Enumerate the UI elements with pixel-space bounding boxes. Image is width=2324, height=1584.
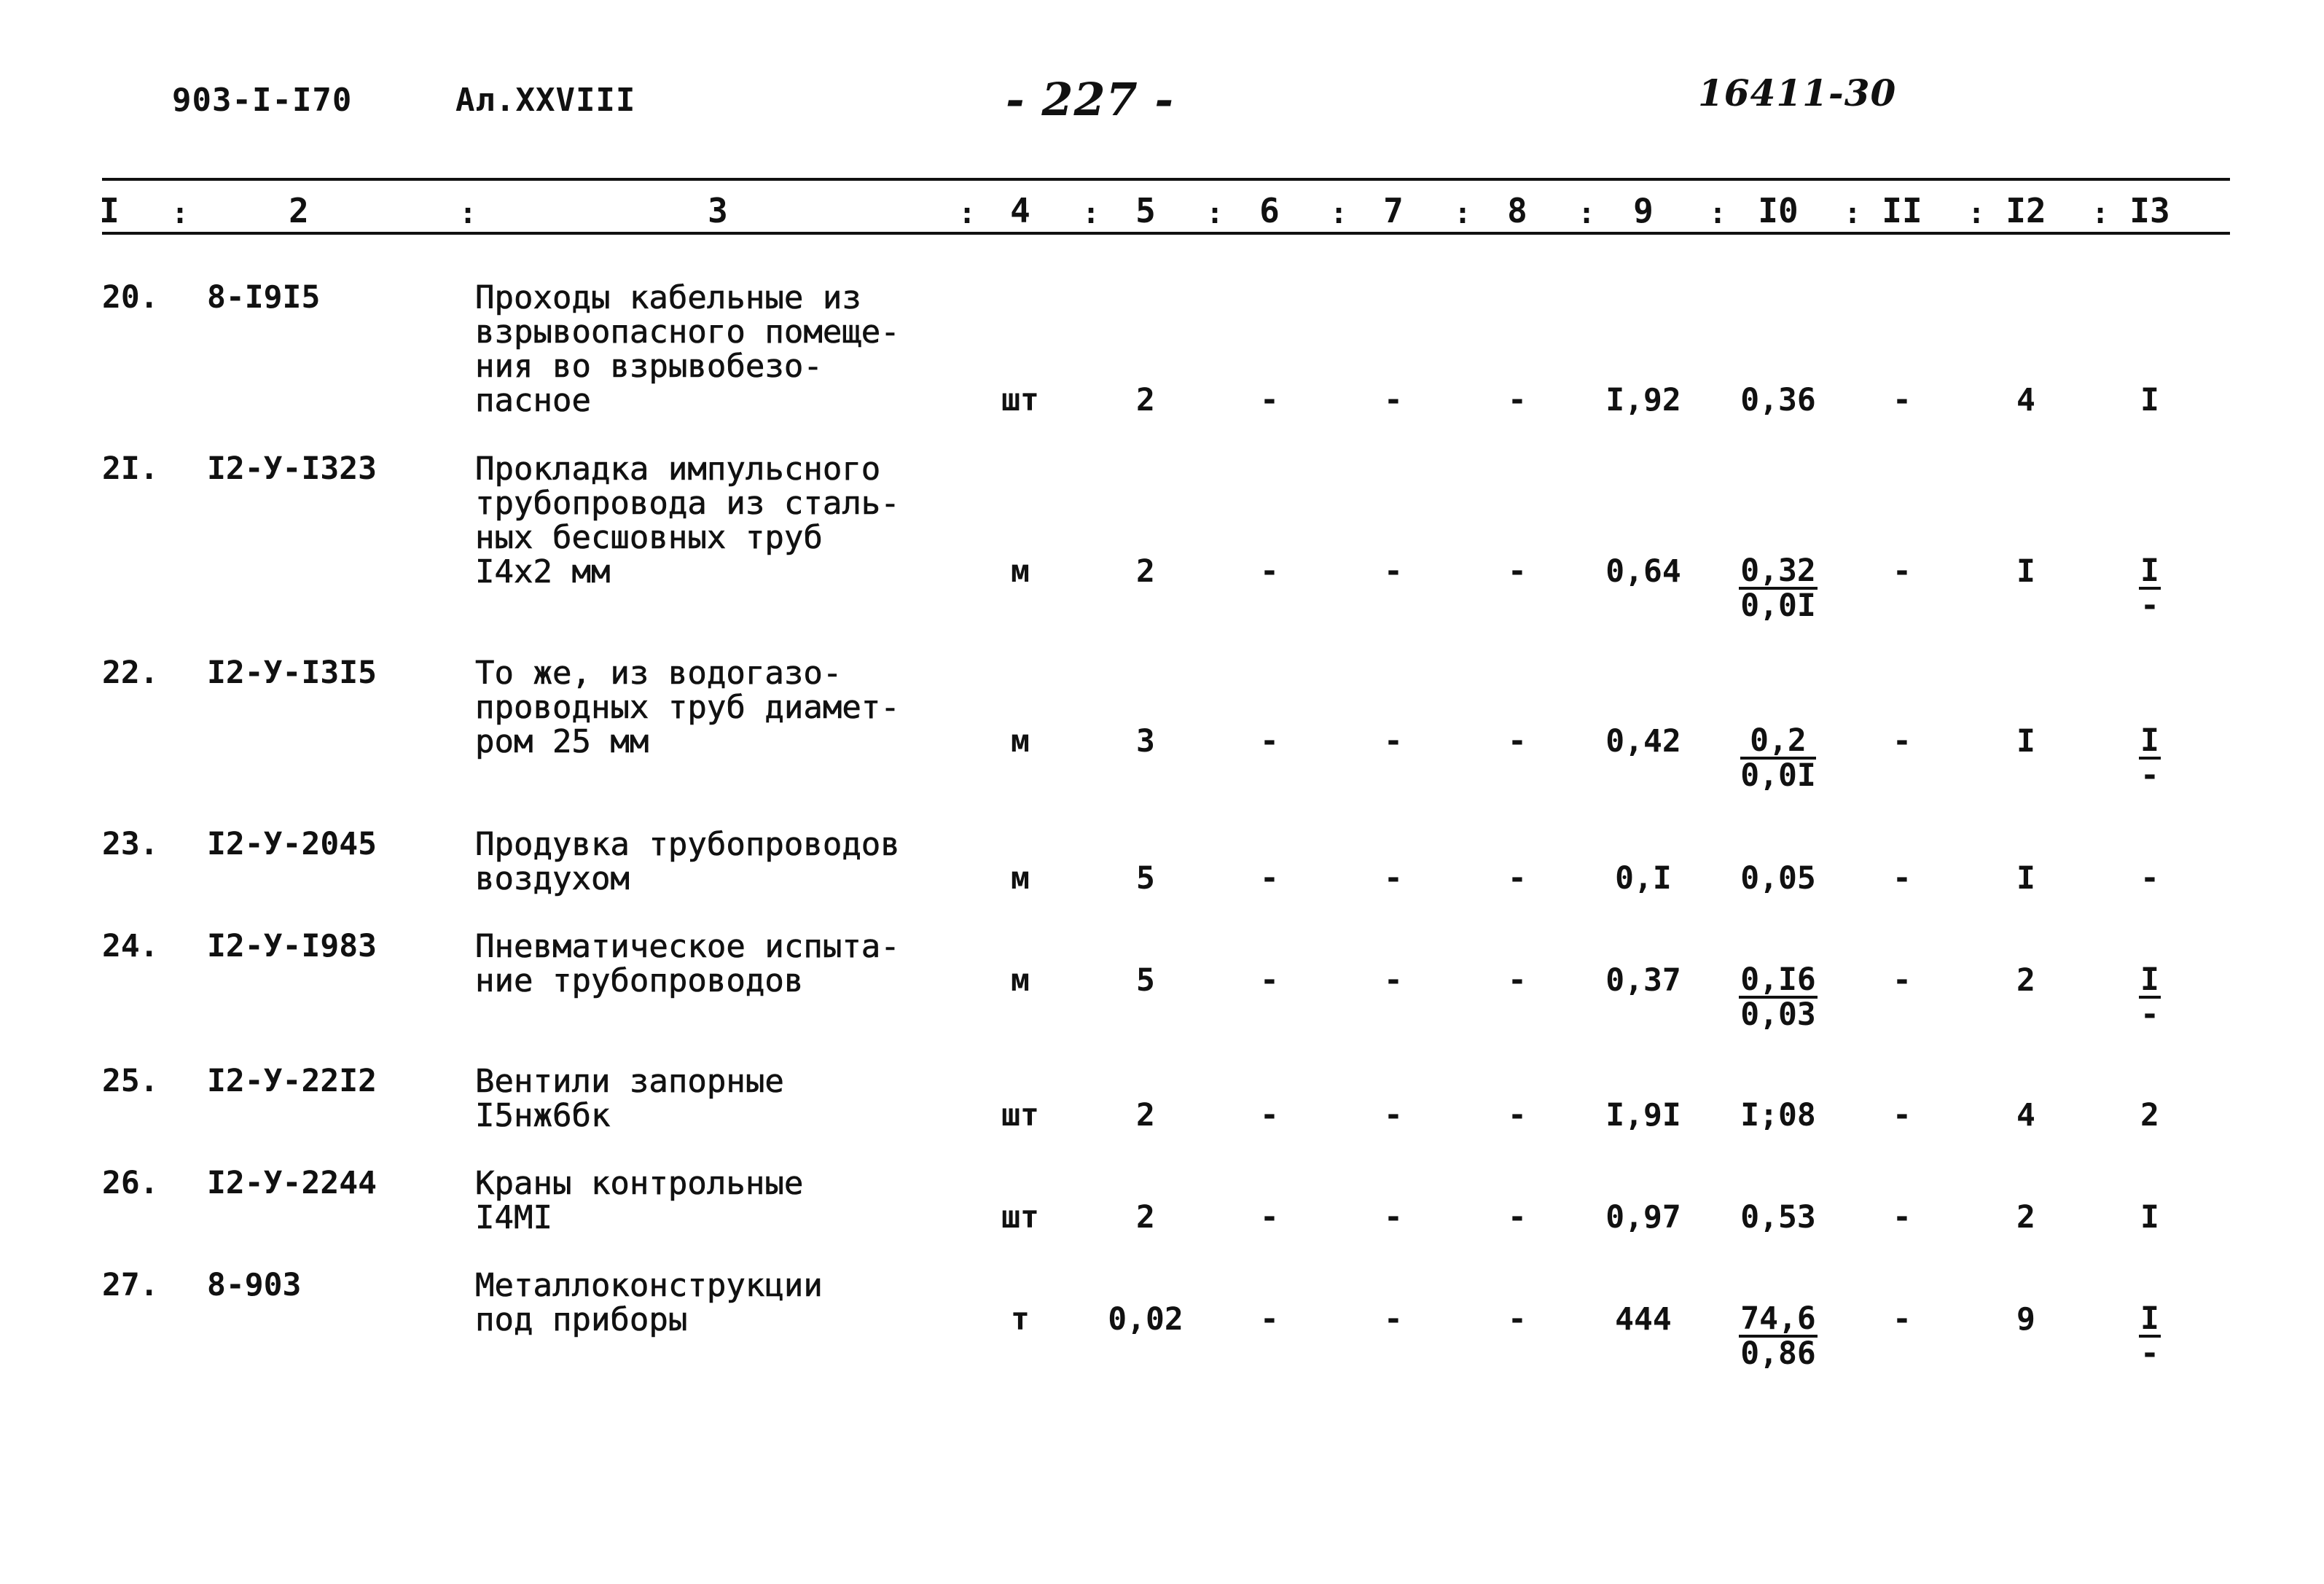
- column-number-4: 4: [1010, 191, 1030, 230]
- rate-code: 8-903: [207, 1267, 302, 1303]
- cell-col-11: -: [1893, 1199, 1912, 1236]
- cell-col-8: -: [1508, 1097, 1527, 1134]
- cell-col-13: I: [2140, 382, 2159, 418]
- column-number-9: 9: [1633, 191, 1654, 230]
- cell-col-11: -: [1893, 723, 1912, 760]
- row-number: 24.: [102, 928, 159, 964]
- fraction-denominator: -: [2140, 1335, 2159, 1372]
- cell-col-7: -: [1384, 962, 1403, 999]
- cell-col-4: т: [1011, 1301, 1030, 1338]
- cell-col-9: 444: [1615, 1301, 1672, 1338]
- cell-col-9: 0,42: [1605, 723, 1681, 760]
- page-number: - 227 -: [1006, 73, 1175, 126]
- cell-col-6: -: [1260, 962, 1279, 999]
- cell-col-10: [1716, 1300, 1840, 1372]
- column-separator: :: [1844, 197, 1862, 230]
- cell-col-10: I;08: [1740, 1097, 1816, 1134]
- column-separator: :: [459, 197, 477, 230]
- column-number-6: 6: [1259, 191, 1280, 230]
- column-separator: :: [1082, 197, 1100, 230]
- fraction-numerator: I: [2140, 722, 2159, 759]
- cell-col-8: -: [1508, 553, 1527, 590]
- cell-col-5: 5: [1136, 962, 1155, 999]
- cell-col-7: -: [1384, 382, 1403, 418]
- cell-col-9: 0,I: [1615, 860, 1672, 897]
- cell-col-10: 0,53: [1740, 1199, 1816, 1236]
- cell-col-8: -: [1508, 382, 1527, 418]
- fraction-denominator: 0,86: [1740, 1335, 1816, 1372]
- cell-col-13: [2095, 555, 2204, 623]
- cell-col-12: 2: [2016, 962, 2035, 999]
- document-number: 903-I-I70: [172, 82, 353, 119]
- column-number-3: 3: [708, 191, 728, 230]
- cell-col-4: шт: [1001, 1097, 1039, 1134]
- cell-col-4: шт: [1001, 1199, 1039, 1236]
- cell-col-4: м: [1011, 962, 1030, 999]
- cell-col-9: I,9I: [1605, 1097, 1681, 1134]
- work-description: Прокладка импульсного трубопровода из сталь- ных бесшовных труб I4х2 мм: [475, 450, 900, 590]
- cell-col-10: 0,05: [1740, 860, 1816, 897]
- fraction-value: [2139, 1300, 2161, 1372]
- rate-code: I2-У-2045: [207, 826, 377, 862]
- cell-col-5: 2: [1136, 1199, 1155, 1236]
- cell-col-13: -: [2140, 860, 2159, 897]
- cell-col-5: 3: [1136, 723, 1155, 760]
- cell-col-6: -: [1260, 1199, 1279, 1236]
- row-number: 26.: [102, 1165, 159, 1201]
- cell-col-5: 0,02: [1108, 1301, 1183, 1338]
- cell-col-5: 5: [1136, 860, 1155, 897]
- cell-col-12: I: [2016, 860, 2035, 897]
- fraction-numerator: 0,I6: [1740, 961, 1816, 998]
- sheet-reference: Ал.XXVIII: [455, 82, 636, 119]
- cell-col-13: [2095, 961, 2204, 1033]
- cell-col-6: -: [1260, 723, 1279, 760]
- cell-col-9: 0,37: [1605, 962, 1681, 999]
- cell-col-9: 0,64: [1605, 553, 1681, 590]
- header-bottom-rule: [102, 232, 2230, 235]
- rate-code: 8-I9I5: [207, 279, 321, 316]
- cell-col-13: 2: [2140, 1097, 2159, 1134]
- cell-col-8: -: [1508, 723, 1527, 760]
- cell-col-7: -: [1384, 860, 1403, 897]
- cell-col-12: 9: [2016, 1301, 2035, 1338]
- fraction-denominator: 0,0I: [1740, 588, 1816, 624]
- work-description: Металлоконструкции под приборы: [475, 1267, 823, 1338]
- cell-col-7: -: [1384, 553, 1403, 590]
- fraction-value: [2139, 961, 2161, 1033]
- column-number-7: 7: [1383, 191, 1404, 230]
- document-code: 16411-30: [1698, 71, 1897, 114]
- cell-col-11: -: [1893, 962, 1912, 999]
- cell-col-10: [1716, 961, 1840, 1033]
- cell-col-7: -: [1384, 1301, 1403, 1338]
- cell-col-11: -: [1893, 860, 1912, 897]
- fraction-value: [2139, 555, 2161, 622]
- cell-col-10: [1716, 722, 1840, 794]
- cell-col-9: 0,97: [1605, 1199, 1681, 1236]
- fraction-denominator: -: [2140, 996, 2159, 1033]
- column-separator: :: [1454, 197, 1472, 230]
- row-number: 23.: [102, 826, 159, 862]
- fraction-numerator: I: [2140, 553, 2159, 589]
- rate-code: I2-У-I983: [207, 928, 377, 964]
- cell-col-4: м: [1011, 860, 1030, 897]
- cell-col-5: 2: [1136, 1097, 1155, 1134]
- header-top-rule: [102, 178, 2230, 181]
- column-separator: :: [1968, 197, 1986, 230]
- rate-code: I2-У-2244: [207, 1165, 377, 1201]
- fraction-denominator: 0,03: [1740, 996, 1816, 1033]
- column-number-2: 2: [289, 191, 309, 230]
- cell-col-11: -: [1893, 382, 1912, 418]
- fraction-numerator: I: [2140, 1300, 2159, 1337]
- cell-col-7: -: [1384, 1199, 1403, 1236]
- cell-col-13: [2095, 1300, 2204, 1372]
- cell-col-13: I: [2140, 1199, 2159, 1236]
- column-number-11: II: [1882, 191, 1922, 230]
- cell-col-11: -: [1893, 1301, 1912, 1338]
- column-number-10: I0: [1758, 191, 1799, 230]
- column-number-5: 5: [1135, 191, 1156, 230]
- cell-col-6: -: [1260, 860, 1279, 897]
- cell-col-11: -: [1893, 1097, 1912, 1134]
- cell-col-13: [2095, 722, 2204, 794]
- rate-code: I2-У-I3I5: [207, 655, 377, 691]
- cell-col-5: 2: [1136, 553, 1155, 590]
- cell-col-5: 2: [1136, 382, 1155, 418]
- fraction-value: [1740, 722, 1816, 794]
- cell-col-12: I: [2016, 553, 2035, 590]
- fraction-value: [1739, 555, 1818, 622]
- work-description: Вентили запорные I5нж6бк: [475, 1063, 784, 1134]
- column-number-8: 8: [1507, 191, 1527, 230]
- column-separator: :: [958, 197, 977, 230]
- cell-col-10: 0,36: [1740, 382, 1816, 418]
- row-number: 22.: [102, 655, 159, 691]
- cell-col-6: -: [1260, 382, 1279, 418]
- fraction-denominator: -: [2140, 588, 2159, 624]
- column-separator: :: [1578, 197, 1596, 230]
- fraction-numerator: 0,2: [1740, 725, 1816, 760]
- fraction-numerator: 74,6: [1740, 1300, 1816, 1337]
- cell-col-11: -: [1893, 553, 1912, 590]
- cell-col-8: -: [1508, 860, 1527, 897]
- fraction-value: [2139, 722, 2161, 794]
- rate-code: I2-У-22I2: [207, 1063, 377, 1099]
- work-description: Проходы кабельные из взрывоопасного помеще- ния во взрывобезо- пасное: [475, 279, 900, 419]
- cell-col-12: I: [2016, 723, 2035, 760]
- column-separator: :: [171, 197, 189, 230]
- fraction-numerator: I: [2140, 961, 2159, 998]
- column-number-13: I3: [2129, 191, 2170, 230]
- row-number: 27.: [102, 1267, 159, 1303]
- cell-col-6: -: [1260, 553, 1279, 590]
- cell-col-12: 4: [2016, 1097, 2035, 1134]
- fraction-denominator: -: [2140, 757, 2159, 794]
- column-separator: :: [1330, 197, 1348, 230]
- work-description: То же, из водогазо- проводных труб диамет- ром 25 мм: [475, 655, 900, 760]
- fraction-value: [1739, 961, 1818, 1033]
- cell-col-7: -: [1384, 1097, 1403, 1134]
- cell-col-6: -: [1260, 1301, 1279, 1338]
- cell-col-6: -: [1260, 1097, 1279, 1134]
- column-number-1: I: [99, 191, 120, 230]
- row-number: 20.: [102, 279, 159, 316]
- cell-col-10: [1716, 555, 1840, 623]
- cell-col-12: 4: [2016, 382, 2035, 418]
- cell-col-9: I,92: [1605, 382, 1681, 418]
- cell-col-4: шт: [1001, 382, 1039, 418]
- column-separator: :: [1206, 197, 1224, 230]
- column-separator: :: [1709, 197, 1727, 230]
- fraction-denominator: 0,0I: [1740, 757, 1816, 794]
- cell-col-8: -: [1508, 1199, 1527, 1236]
- cell-col-8: -: [1508, 1301, 1527, 1338]
- work-description: Краны контрольные I4МI: [475, 1165, 804, 1236]
- column-separator: :: [2092, 197, 2110, 230]
- row-number: 2I.: [102, 450, 159, 487]
- work-description: Пневматическое испыта- ние трубопроводов: [475, 928, 900, 999]
- cell-col-4: м: [1011, 723, 1030, 760]
- work-description: Продувка трубопроводов воздухом: [475, 826, 900, 897]
- fraction-value: [1739, 1300, 1818, 1372]
- cell-col-8: -: [1508, 962, 1527, 999]
- cell-col-7: -: [1384, 723, 1403, 760]
- rate-code: I2-У-I323: [207, 450, 377, 487]
- column-header-row: [0, 191, 2324, 233]
- cell-col-12: 2: [2016, 1199, 2035, 1236]
- fraction-numerator: 0,32: [1740, 553, 1816, 589]
- column-number-12: I2: [2006, 191, 2046, 230]
- row-number: 25.: [102, 1063, 159, 1099]
- cell-col-4: м: [1011, 553, 1030, 590]
